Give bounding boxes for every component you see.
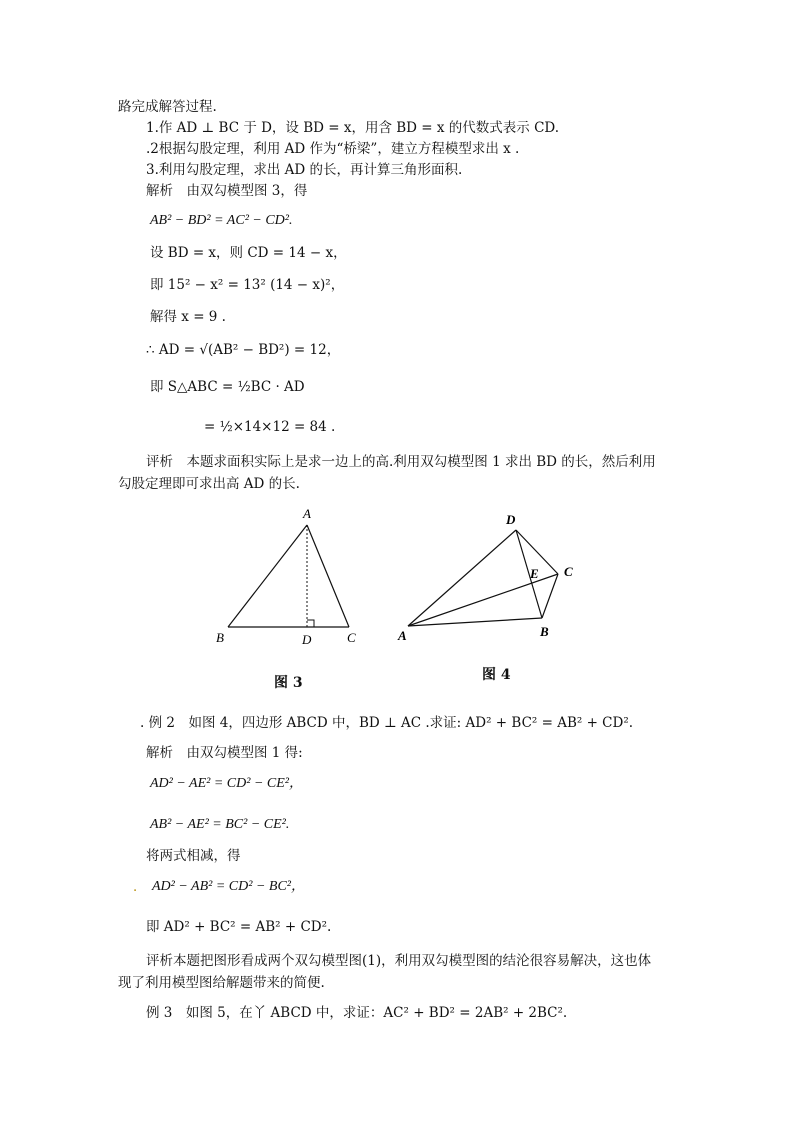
side-ab	[228, 525, 307, 627]
equation-line-6: AB² − BD² = AC² − CD².	[150, 213, 293, 228]
figure-4-caption: 图 4	[482, 667, 511, 683]
label-a: A	[398, 628, 407, 643]
text-line-21: 即 AD² + BC² = AB² + CD².	[146, 919, 332, 935]
text-line-22: 评析本题把图形看成两个双勾模型图(1)，利用双勾模型图的结沦很容易解决，这也体	[146, 953, 652, 969]
side-ad	[408, 530, 516, 626]
label-b: B	[540, 624, 549, 639]
text-line-2: 1.作 AD ⊥ BC 于 D，设 BD = x，用含 BD = x 的代数式表示 CD.	[146, 120, 560, 136]
side-cb	[542, 574, 558, 618]
figure-3-caption: 图 3	[274, 675, 303, 691]
text-line-23: 现了利用模型图给解题带来的简便.	[118, 975, 325, 991]
text-line-8: 即 15² − x² = 13² (14 − x)²，	[150, 277, 345, 293]
label-c: C	[347, 630, 356, 645]
text-line-9: 解得 x = 9 .	[150, 309, 226, 325]
text-line-4: 3.利用勾股定理，求出 AD 的长，再计算三角形面积.	[146, 162, 463, 178]
text-line-14: 勾股定理即可求出高 AD 的长.	[118, 476, 300, 492]
text-line-13: 评析 本题求面积实际上是求一边上的高.利用双勾模型图 1 求出 BD 的长，然后利用	[146, 454, 656, 470]
figure-3-triangle	[210, 500, 370, 650]
text-line-24: 例 3 如图 5，在丫 ABCD 中，求证：AC² + BD² = 2AB² + 2BC².	[146, 1005, 568, 1021]
label-c: C	[564, 564, 573, 579]
equation-line-17: AD² − AE² = CD² − CE²，	[150, 776, 303, 791]
text-line-7: 设 BD = x，则 CD = 14 − x，	[150, 245, 347, 261]
text-line-12: = ½×14×12 = 84 .	[204, 419, 336, 435]
label-b: B	[216, 630, 224, 645]
text-line-10: ∴ AD = √(AB² − BD²) = 12，	[146, 342, 341, 358]
text-line-19: 将两式相减，得	[146, 848, 241, 864]
text-line-15: . 例 2 如图 4，四边形 ABCD 中，BD ⊥ AC .求证: AD² + BC² = AB² + CD².	[140, 715, 634, 731]
equation-line-20: AD² − AB² = CD² − BC²，	[152, 879, 305, 894]
stray-dot: .	[133, 880, 138, 895]
text-line-1: 路完成解答过程.	[118, 99, 217, 115]
text-line-11: 即 S△ABC = ½BC · AD	[150, 379, 305, 395]
text-line-3: .2根据勾股定理，利用 AD 作为“桥梁”，建立方程模型求出 x .	[146, 141, 520, 157]
label-d: D	[506, 512, 516, 527]
side-ac	[307, 525, 349, 627]
text-line-5: 解析 由双勾模型图 3，得	[146, 183, 308, 199]
label-a: A	[303, 506, 311, 521]
figure-4-quadrilateral	[394, 508, 594, 648]
equation-line-18: AB² − AE² = BC² − CE².	[150, 817, 290, 832]
label-d: D	[302, 632, 312, 647]
text-line-16: 解析 由双勾模型图 1 得:	[146, 745, 303, 761]
right-angle-mark	[307, 620, 314, 627]
label-e: E	[530, 566, 539, 581]
